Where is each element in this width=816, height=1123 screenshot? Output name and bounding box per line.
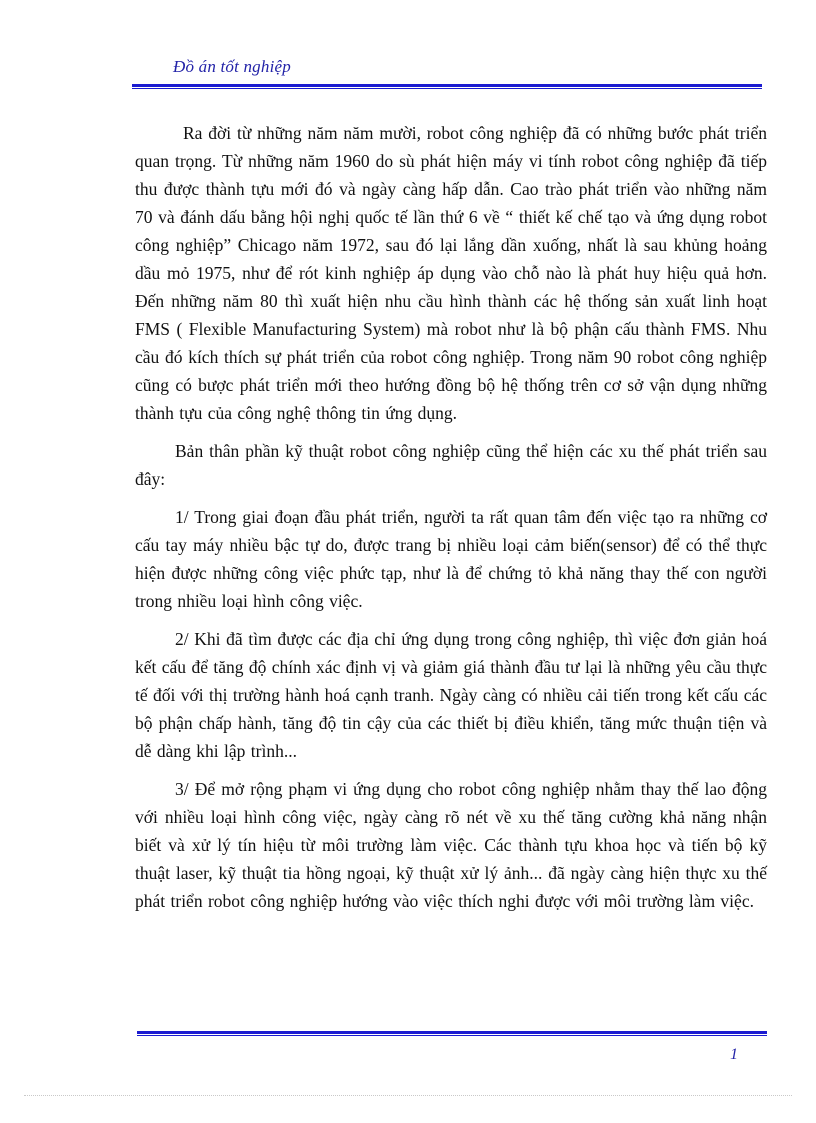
document-body — [135, 119, 767, 925]
paragraph-trend-1: 1/ Trong giai đoạn đầu phát triển, người ta rất quan tâm đến việc tạo ra những cơ cấu tay máy nhiều bậc tự do, được trang bị nhiều loại cảm biến(sensor) để có thể thực hiện được những công việc phức tạp, như là để chứng tỏ khả năng thay thế con người trong nhiều loại hình công việc. — [135, 507, 767, 611]
page-boundary-line — [24, 1095, 792, 1096]
paragraph-trend-3: 3/ Để mở rộng phạm vi ứng dụng cho robot công nghiệp nhằm thay thế lao động với nhiều loại hình công việc, ngày càng rõ nét về xu thế tăng cường khả năng nhận biết và xử lý tín hiệu từ môi trường làm việc. Các thành tựu khoa học và tiến bộ kỹ thuật laser, kỹ thuật tia hồng ngoại, kỹ thuật xử lý ảnh... đã ngày càng hiện thực xu thế phát triển robot công nghiệp hướng vào việc thích nghi được với môi trường làm việc. — [135, 779, 767, 911]
paragraph-intro: Ra đời từ những năm năm mười, robot công nghiệp đã có những bước phát triển quan trọng. Từ những năm 1960 do sù phát hiện máy vi tính robot công nghiệp đã tiếp thu được thành tựu mới đó và ngày càng hấp dẫn. Cao trào phát triển vào những năm 70 và đánh dấu bằng hội nghị quốc tế lần thứ 6 về “ thiết kế chế tạo và ứng dụng robot công nghiệp” Chicago năm 1972, sau đó lại lắng dần xuống, nhất là sau khủng hoảng dầu mỏ 1975, như để rót kinh nghiệp áp dụng vào chỗ nào là phát huy hiệu quả hơn. Đến những năm 80 thì xuất hiện nhu cầu hình thành các hệ thống sản xuất linh hoạt FMS ( Flexible Manufacturing System) mà robot như là bộ phận cấu thành FMS. Nhu cầu đó kích thích sự phát triển của robot công nghiệp. Trong năm 90 robot công nghiệp cũng có bược phát triển mới theo hướng đồng bộ hệ thống trên cơ sở vận dụng những thành tựu của công nghệ thông tin ứng dụng. — [135, 123, 767, 423]
page-header-title: Đồ án tốt nghiệp — [173, 57, 291, 76]
paragraph-trends: Bản thân phần kỹ thuật robot công nghiệp cũng thể hiện các xu thế phát triển sau đây: — [135, 441, 767, 489]
footer-divider — [137, 1031, 767, 1034]
paragraph-trend-2: 2/ Khi đã tìm được các địa chỉ ứng dụng trong công nghiệp, thì việc đơn giản hoá kết cấu để tăng độ chính xác định vị và giảm giá thành đầu tư lại là những yêu cầu thực tế đối với thị trường hành hoá cạnh tranh. Ngày càng có nhiều cải tiến trong kết cấu các bộ phận chấp hành, tăng độ tin cậy của các thiết bị điều khiển, tăng mức thuận tiện và dễ dàng khi lập trình... — [135, 629, 767, 761]
header-divider — [132, 84, 762, 87]
page-number: 1 — [730, 1046, 738, 1063]
